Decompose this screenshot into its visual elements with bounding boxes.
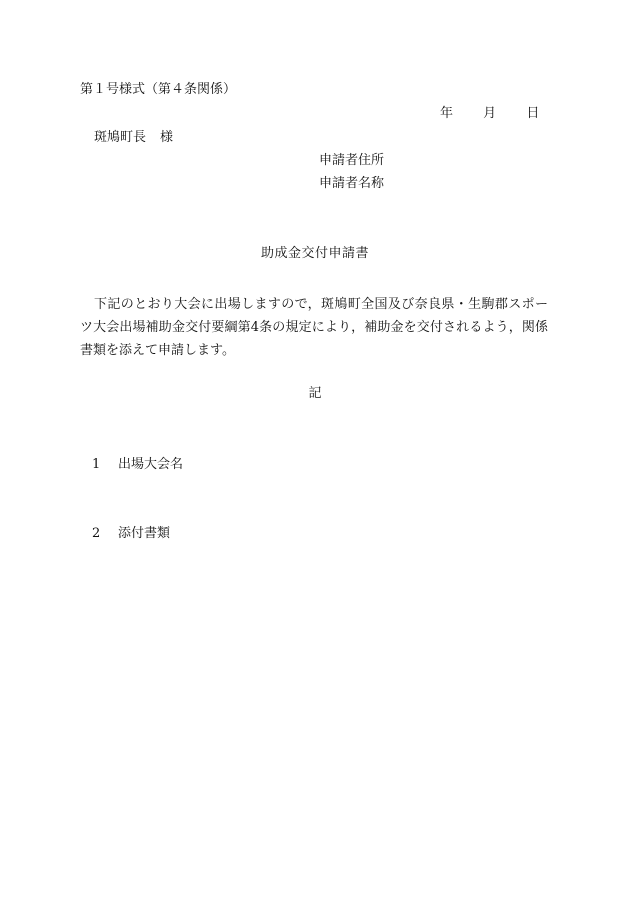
applicant-address-label: 申請者住所	[319, 153, 385, 168]
item-attachments	[92, 527, 170, 540]
recipient	[94, 131, 173, 144]
date-month-label: 月	[483, 106, 497, 121]
date-row	[440, 107, 539, 120]
recipient-name: 斑鳩町長	[94, 130, 147, 145]
document-title: 助成金交付申請書	[260, 246, 369, 261]
item-event-name	[92, 458, 183, 471]
item-label: 出場大会名	[118, 457, 184, 472]
item-number: 1	[92, 457, 101, 472]
form-number: 第１号様式（第４条関係）	[80, 82, 237, 97]
date-day-label: 日	[526, 106, 540, 121]
recipient-honorific: 様	[160, 130, 174, 145]
date-year-label: 年	[440, 106, 454, 121]
item-number: 2	[92, 526, 101, 541]
applicant-name-label: 申請者名称	[319, 176, 385, 191]
body-paragraph: 下記のとおり大会に出場しますので，斑鳩町全国及び奈良県・生駒郡スポーツ大会出場補助金交付要綱第4条の規定により，補助金を交付されるよう，関係書類を添えて申請します。	[80, 297, 548, 358]
item-label: 添付書類	[118, 526, 171, 541]
ki-heading: 記	[308, 386, 322, 401]
